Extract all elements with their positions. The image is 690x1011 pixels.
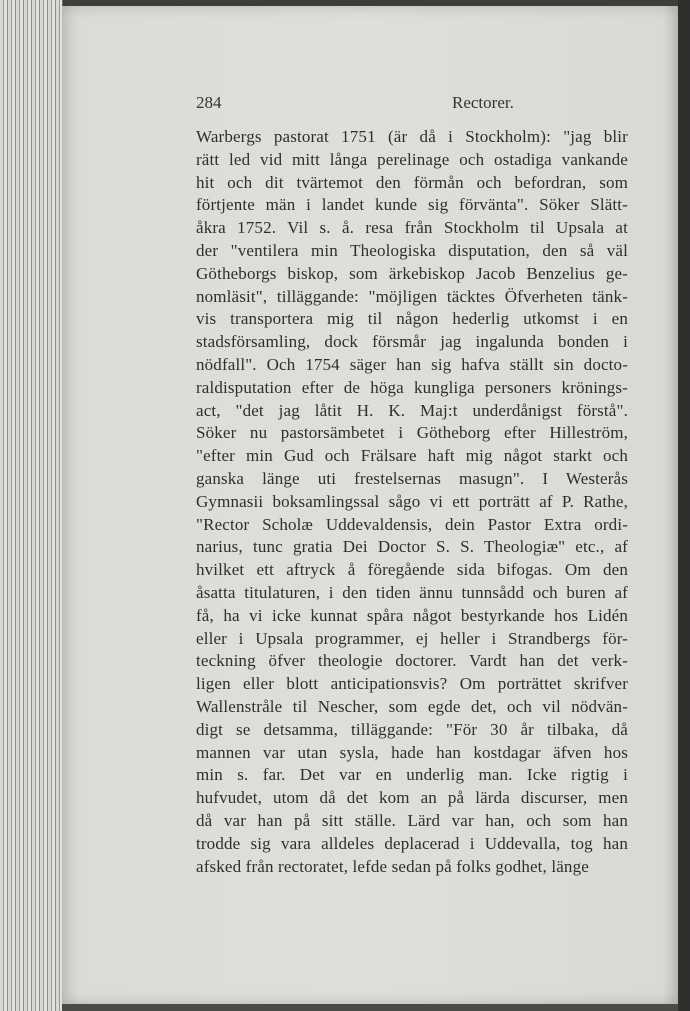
- text-line: mannen var utan sysla, hade han kostdagar äfven hos: [196, 742, 628, 762]
- text-line: act, "det jag låtit H. K. Maj:t underdånigst förstå".: [196, 400, 628, 420]
- text-line: hvilket ett aftryck å föregående sida bifogas. Om den: [196, 560, 628, 580]
- text-line: teckning öfver theologie doctorer. Vardt han det verk-: [196, 651, 628, 671]
- text-line: min s. far. Det var en underlig man. Icke rigtig i: [196, 765, 628, 785]
- running-title: Rectorer.: [452, 93, 514, 112]
- text-line: raldisputation efter de höga kungliga personers krönings-: [196, 377, 628, 397]
- text-line: "efter min Gud och Frälsare haft mig något starkt och: [196, 446, 628, 466]
- text-line: nomläsit", tilläggande: "möjligen täcktes Öfverheten tänk-: [196, 286, 628, 306]
- text-line: förtjente män i landet kunde sig förvänta". Söker Slätt-: [196, 195, 628, 215]
- text-line: digt se detsamma, tilläggande: "För 30 år tilbaka, då: [196, 719, 628, 739]
- text-line: då var han på sitt ställe. Lärd var han, och som han: [196, 810, 628, 830]
- text-line: ganska länge uti frestelsernas masugn". I Westerås: [196, 468, 628, 488]
- text-line: nödfall". Och 1754 säger han sig hafva ställt sin docto-: [196, 354, 628, 374]
- text-line: trodde sig vara alldeles deplacerad i Uddevalla, tog han: [196, 833, 628, 853]
- text-line: ligen eller blott anticipationsvis? Om porträttet skrifver: [196, 674, 628, 694]
- running-header: [134, 93, 590, 117]
- text-line: åsatta titulaturen, i den tiden ännu tunnsådd och buren af: [196, 582, 628, 602]
- text-line: Wallenstråle til Nescher, som egde det, och vil nödvän-: [196, 696, 628, 716]
- text-line: Söker nu pastorsämbetet i Götheborg efter Hilleström,: [196, 423, 628, 443]
- page-number: 284: [196, 93, 222, 112]
- text-line: Gymnasii boksamlingssal sågo vi ett porträtt af P. Rathe,: [196, 491, 628, 511]
- text-line: Götheborgs biskop, som ärkebiskop Jacob Benzelius ge-: [196, 263, 628, 283]
- text-line: eller i Upsala programmer, ej heller i Strandbergs för-: [196, 628, 628, 648]
- text-line: åkra 1752. Vil s. å. resa från Stockholm til Upsala at: [196, 218, 628, 238]
- text-line: der "ventilera min Theologiska disputation, den så väl: [196, 240, 628, 260]
- text-line: få, ha vi icke kunnat spåra något bestyrkande hos Lidén: [196, 605, 628, 625]
- text-line: hufvudet, utom då det kom an på lärda discurser, men: [196, 788, 628, 808]
- text-line: afsked från rectoratet, lefde sedan på folks godhet, länge: [196, 856, 589, 876]
- book-page-edges: [0, 0, 63, 1011]
- text-line: stadsförsamling, dock försmår jag ingalunda bonden i: [196, 332, 628, 352]
- scan-bottom-edge: [62, 1004, 678, 1011]
- text-line: "Rector Scholæ Uddevaldensis, dein Pastor Extra ordi-: [196, 514, 628, 534]
- text-line: hit och dit tvärtemot den förmån och befordran, som: [196, 172, 628, 192]
- text-line: narius, tunc gratia Dei Doctor S. S. Theologiæ" etc., af: [196, 537, 628, 557]
- text-line: Warbergs pastorat 1751 (är då i Stockholm): "jag blir: [196, 127, 628, 146]
- text-line: rätt led vid mitt långa perelinage och ostadiga vankande: [196, 149, 628, 169]
- text-line: vis transportera mig til någon hederlig utkomst i en: [196, 309, 628, 329]
- scan-background-edge: [678, 0, 690, 1011]
- body-text: [196, 126, 628, 878]
